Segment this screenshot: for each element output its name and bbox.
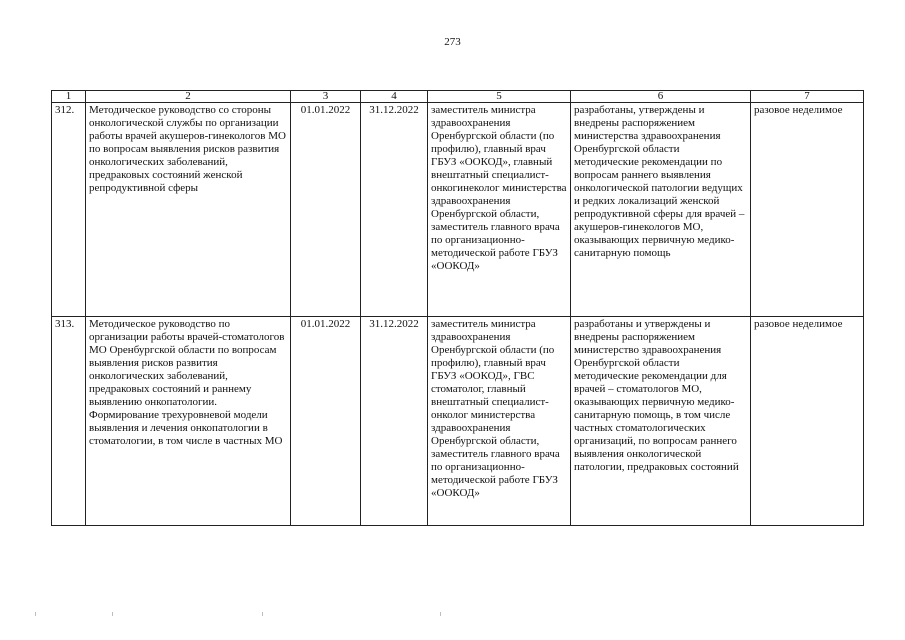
end-date: 31.12.2022 (361, 103, 428, 317)
column-header-4: 4 (361, 91, 428, 103)
measures-table (51, 90, 864, 526)
column-header-6: 6 (571, 91, 751, 103)
column-header-2: 2 (86, 91, 291, 103)
expected-result: разработаны, утверждены и внедрены распоряжением министерства здравоохранения Оренбургской области методические рекомендации по вопросам раннего выявления онкологической патологии ведущих и редких локализаций женской репродуктивной сферы для врачей – акушеров-гинекологов МО, оказывающих первичную медико-санитарную помощь (571, 103, 751, 317)
expected-result: разработаны и утверждены и внедрены распоряжением министерство здравоохранения Оренбургской области методические рекомендации для врачей – стоматологов МО, оказывающих первичную медико-санитарную помощь, в том числе частных стоматологических организаций, по вопросам раннего выявления онкологической патологии, предраковых состояний (571, 317, 751, 526)
column-header-1: 1 (52, 91, 86, 103)
scan-mark (112, 612, 113, 616)
page-number: 273 (444, 36, 461, 48)
scan-mark (35, 612, 36, 616)
row-number: 312. (52, 103, 86, 317)
event-type: разовое неделимое (751, 103, 864, 317)
responsible-persons: заместитель министра здравоохранения Оренбургской области (по профилю), главный врач ГБУЗ «ООКОД», главный внештатный специалист-онкогинеколог министерства здравоохранения Оренбургской области, заместитель главного врача по организационно-методической работе ГБУЗ «ООКОД» (428, 103, 571, 317)
end-date: 31.12.2022 (361, 317, 428, 526)
column-header-5: 5 (428, 91, 571, 103)
responsible-persons: заместитель министра здравоохранения Оренбургской области (по профилю), главный врач ГБУЗ «ООКОД», ГВС стоматолог, главный внештатный специалист-онколог министерства здравоохранения Оренбургской области, заместитель главного врача по организационно-методической работе ГБУЗ «ООКОД» (428, 317, 571, 526)
row-number: 313. (52, 317, 86, 526)
event-description: Методическое руководство со стороны онкологической службы по организации работы врачей акушеров-гинекологов МО по вопросам выявления рисков развития онкологических заболеваний, предраковых состояний женской репродуктивной сферы (86, 103, 291, 317)
column-header-7: 7 (751, 91, 864, 103)
scan-mark (440, 612, 441, 616)
event-description: Методическое руководство по организации работы врачей-стоматологов МО Оренбургской области по вопросам выявления рисков развития онкологических заболеваний, предраковых состояний и раннему выявлению онкопатологии. Формирование трехуровневой модели выявления и лечения онкопатологии в стоматологии, в том числе в частных МО (86, 317, 291, 526)
scan-mark (262, 612, 263, 616)
event-type: разовое неделимое (751, 317, 864, 526)
start-date: 01.01.2022 (291, 317, 361, 526)
table-row (52, 317, 864, 526)
header-row (52, 91, 864, 103)
column-header-3: 3 (291, 91, 361, 103)
table-row (52, 103, 864, 317)
start-date: 01.01.2022 (291, 103, 361, 317)
